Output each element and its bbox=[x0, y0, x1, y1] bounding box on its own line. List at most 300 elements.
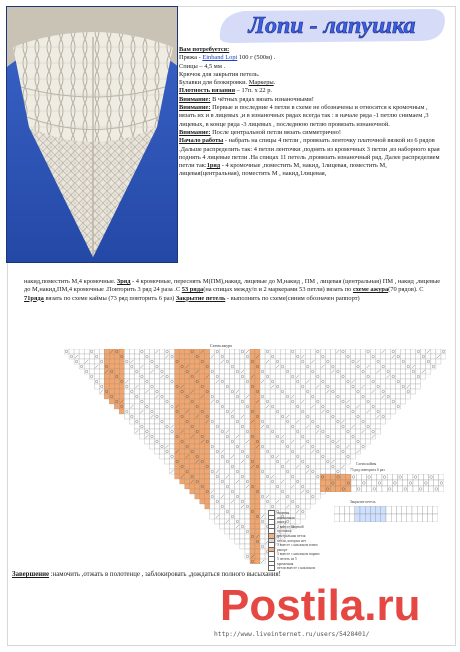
chart-cell bbox=[290, 464, 295, 469]
chart-cell bbox=[190, 354, 195, 359]
chart-cell bbox=[190, 404, 195, 409]
chart-cell bbox=[220, 384, 225, 389]
chart-cell bbox=[305, 349, 310, 354]
chart-cell bbox=[310, 379, 315, 384]
chart-cell bbox=[154, 444, 159, 449]
chart-cell bbox=[260, 369, 265, 374]
closing-cell bbox=[433, 506, 438, 514]
chart-cell bbox=[154, 389, 159, 394]
edge-cell bbox=[367, 486, 372, 492]
chart-cell bbox=[200, 389, 205, 394]
chart-cell bbox=[190, 414, 195, 419]
chart-cell bbox=[190, 359, 195, 364]
chart-cell bbox=[280, 499, 285, 504]
chart-cell bbox=[295, 349, 300, 354]
source-url[interactable]: http://www.liveinternet.ru/users/5428401/ bbox=[214, 631, 370, 638]
attention-text-2: Первые и последние 4 петли в схеме не обозначены и относятся к кромочным , вязать их и в лицевых ,и в изнаночных рядах всегда так : в начале ряда -1 петлю снимаем ,3 лицевых, в конце ряда -3 лицевых , последнюю петлю провязать изнаночной. bbox=[179, 104, 429, 128]
chart-cell bbox=[165, 429, 170, 434]
chart-cell bbox=[255, 539, 260, 544]
chart-cell bbox=[285, 384, 290, 389]
edge-cell bbox=[398, 486, 403, 492]
chart-cell bbox=[315, 424, 320, 429]
chart-cell bbox=[361, 354, 366, 359]
chart-cell bbox=[300, 414, 305, 419]
chart-cell bbox=[265, 419, 270, 424]
chart-cell bbox=[154, 434, 159, 439]
chart-cell bbox=[371, 419, 376, 424]
chart-cell bbox=[411, 389, 416, 394]
chart-cell bbox=[134, 354, 139, 359]
chart-cell bbox=[265, 349, 270, 354]
chart-cell bbox=[300, 409, 305, 414]
chart-cell bbox=[104, 394, 109, 399]
chart-cell bbox=[436, 349, 441, 354]
chart-cell bbox=[315, 389, 320, 394]
closing-cell bbox=[402, 506, 407, 514]
chart-cell bbox=[154, 409, 159, 414]
chart-cell bbox=[345, 389, 350, 394]
chart-cell bbox=[109, 389, 114, 394]
chart-cell bbox=[215, 434, 220, 439]
chart-cell bbox=[275, 409, 280, 414]
chart-cell bbox=[290, 434, 295, 439]
chart-cell bbox=[215, 409, 220, 414]
chart-cell bbox=[180, 454, 185, 459]
chart-cell bbox=[250, 504, 255, 509]
chart-cell bbox=[245, 534, 250, 539]
chart-cell bbox=[325, 434, 330, 439]
chart-cell bbox=[285, 454, 290, 459]
chart-cell bbox=[320, 374, 325, 379]
chart-cell bbox=[315, 419, 320, 424]
chart-cell bbox=[240, 374, 245, 379]
chart-cell bbox=[245, 499, 250, 504]
chart-cell bbox=[361, 359, 366, 364]
chart-cell bbox=[235, 439, 240, 444]
chart-cell bbox=[235, 449, 240, 454]
chart-cell bbox=[411, 374, 416, 379]
chart-cell bbox=[356, 434, 361, 439]
chart-cell bbox=[320, 444, 325, 449]
chart-cell bbox=[340, 454, 345, 459]
chart-cell bbox=[310, 434, 315, 439]
chart-cell bbox=[300, 374, 305, 379]
chart-cell bbox=[265, 394, 270, 399]
edge-cell bbox=[372, 480, 377, 486]
edge-cell bbox=[392, 474, 397, 480]
chart-cell bbox=[340, 364, 345, 369]
chart-cell bbox=[250, 474, 255, 479]
scheme-text: (70 рядов). С bbox=[388, 286, 424, 294]
needles-line: Спицы – 4,5 мм . bbox=[179, 62, 226, 70]
chart-cell bbox=[295, 499, 300, 504]
chart-cell bbox=[109, 384, 114, 389]
chart-cell bbox=[396, 399, 401, 404]
chart-cell bbox=[300, 404, 305, 409]
chart-cell bbox=[300, 459, 305, 464]
chart-cell bbox=[356, 349, 361, 354]
chart-cell bbox=[305, 359, 310, 364]
chart-cell bbox=[250, 514, 255, 519]
yarn-amount: 100 г (500м) . bbox=[237, 54, 276, 62]
chart-cell bbox=[361, 394, 366, 399]
chart-cell bbox=[210, 449, 215, 454]
chart-cell bbox=[310, 369, 315, 374]
chart-cell bbox=[391, 379, 396, 384]
chart-cell bbox=[320, 434, 325, 439]
chart-cell bbox=[175, 444, 180, 449]
chart-cell bbox=[190, 369, 195, 374]
edge-chart bbox=[320, 474, 444, 492]
chart-cell bbox=[154, 404, 159, 409]
chart-cell bbox=[305, 384, 310, 389]
chart-cell bbox=[295, 429, 300, 434]
chart-cell bbox=[255, 434, 260, 439]
chart-cell bbox=[235, 404, 240, 409]
chart-cell bbox=[175, 354, 180, 359]
chart-cell bbox=[441, 354, 446, 359]
chart-cell bbox=[330, 364, 335, 369]
chart-cell bbox=[305, 439, 310, 444]
chart-cell bbox=[210, 514, 215, 519]
chart-cell bbox=[144, 429, 149, 434]
chart-cell bbox=[205, 494, 210, 499]
chart-cell bbox=[129, 409, 134, 414]
chart-cell bbox=[225, 464, 230, 469]
chart-cell bbox=[320, 394, 325, 399]
chart-cell bbox=[240, 354, 245, 359]
chart-cell bbox=[356, 389, 361, 394]
chart-cell bbox=[280, 464, 285, 469]
chart-cell bbox=[175, 459, 180, 464]
chart-cell bbox=[225, 374, 230, 379]
chart-cell bbox=[290, 469, 295, 474]
chart-cell bbox=[205, 474, 210, 479]
chart-cell bbox=[270, 374, 275, 379]
edge-cell bbox=[351, 480, 356, 486]
chart-cell bbox=[109, 399, 114, 404]
chart-cell bbox=[104, 384, 109, 389]
chart-cell bbox=[295, 494, 300, 499]
chart-cell bbox=[175, 399, 180, 404]
chart-cell bbox=[335, 384, 340, 389]
chart-cell bbox=[225, 389, 230, 394]
chart-cell bbox=[290, 374, 295, 379]
closing-cell bbox=[355, 514, 360, 522]
chart-cell bbox=[305, 414, 310, 419]
chart-cell bbox=[295, 459, 300, 464]
chart-cell bbox=[300, 394, 305, 399]
chart-cell bbox=[310, 469, 315, 474]
chart-cell bbox=[205, 479, 210, 484]
chart-cell bbox=[345, 359, 350, 364]
chart-cell bbox=[345, 374, 350, 379]
chart-cell bbox=[275, 379, 280, 384]
chart-cell bbox=[210, 364, 215, 369]
edge-cell bbox=[382, 474, 387, 480]
chart-cell bbox=[154, 359, 159, 364]
chart-cell bbox=[230, 394, 235, 399]
chart-cell bbox=[361, 374, 366, 379]
chart-cell bbox=[195, 434, 200, 439]
chart-cell bbox=[260, 534, 265, 539]
chart-cell bbox=[285, 464, 290, 469]
chart-cell bbox=[215, 439, 220, 444]
chart-cell bbox=[149, 354, 154, 359]
chart-cell bbox=[255, 349, 260, 354]
chart-cell bbox=[255, 359, 260, 364]
edge-cell bbox=[367, 480, 372, 486]
chart-cell bbox=[205, 404, 210, 409]
chart-cell bbox=[290, 399, 295, 404]
chart-cell bbox=[431, 364, 436, 369]
chart-cell bbox=[180, 419, 185, 424]
chart-cell bbox=[225, 379, 230, 384]
chart-cell bbox=[160, 354, 165, 359]
chart-cell bbox=[295, 484, 300, 489]
chart-cell bbox=[351, 404, 356, 409]
chart-cell bbox=[325, 464, 330, 469]
chart-cell bbox=[230, 504, 235, 509]
chart-cell bbox=[315, 454, 320, 459]
chart-cell bbox=[240, 384, 245, 389]
chart-cell bbox=[195, 379, 200, 384]
chart-cell bbox=[255, 474, 260, 479]
chart-cell bbox=[175, 474, 180, 479]
chart-cell bbox=[99, 349, 104, 354]
chart-cell bbox=[290, 474, 295, 479]
chart-cell bbox=[260, 384, 265, 389]
chart-cell bbox=[406, 369, 411, 374]
chart-cell bbox=[300, 514, 305, 519]
chart-cell bbox=[255, 394, 260, 399]
chart-cell bbox=[245, 464, 250, 469]
chart-cell bbox=[260, 389, 265, 394]
edge-cell bbox=[403, 486, 408, 492]
chart-cell bbox=[310, 424, 315, 429]
chart-cell bbox=[225, 439, 230, 444]
chart-cell bbox=[160, 359, 165, 364]
chart-cell bbox=[431, 354, 436, 359]
chart-cell bbox=[160, 399, 165, 404]
chart-cell bbox=[205, 384, 210, 389]
chart-cell bbox=[260, 499, 265, 504]
chart-cell bbox=[391, 409, 396, 414]
edge-cell bbox=[434, 486, 439, 492]
chart-cell bbox=[134, 379, 139, 384]
chart-cell bbox=[325, 364, 330, 369]
closing-cell bbox=[433, 514, 438, 522]
chart-cell bbox=[265, 434, 270, 439]
chart-cell bbox=[175, 439, 180, 444]
chart-cell bbox=[376, 424, 381, 429]
chart-cell bbox=[165, 349, 170, 354]
chart-cell bbox=[94, 349, 99, 354]
chart-cell bbox=[285, 369, 290, 374]
chart-cell bbox=[195, 494, 200, 499]
chart-cell bbox=[270, 394, 275, 399]
chart-cell bbox=[265, 369, 270, 374]
chart-cell bbox=[270, 349, 275, 354]
chart-cell bbox=[305, 419, 310, 424]
chart-cell bbox=[376, 349, 381, 354]
chart-cell bbox=[285, 479, 290, 484]
chart-cell bbox=[235, 349, 240, 354]
chart-cell bbox=[275, 374, 280, 379]
chart-cell bbox=[200, 474, 205, 479]
chart-cell bbox=[220, 514, 225, 519]
chart-cell bbox=[245, 429, 250, 434]
chart-cell bbox=[275, 439, 280, 444]
chart-cell bbox=[366, 399, 371, 404]
chart-cell bbox=[265, 499, 270, 504]
chart-cell bbox=[285, 354, 290, 359]
chart-cell bbox=[84, 354, 89, 359]
chart-cell bbox=[220, 509, 225, 514]
chart-cell bbox=[250, 544, 255, 549]
chart-cell bbox=[260, 479, 265, 484]
chart-cell bbox=[104, 359, 109, 364]
chart-cell bbox=[295, 359, 300, 364]
chart-cell bbox=[270, 424, 275, 429]
chart-cell bbox=[205, 449, 210, 454]
chart-cell bbox=[124, 349, 129, 354]
chart-cell bbox=[205, 354, 210, 359]
chart-cell bbox=[351, 414, 356, 419]
chart-cell bbox=[310, 464, 315, 469]
chart-cell bbox=[335, 434, 340, 439]
closing-cell bbox=[365, 514, 370, 522]
chart-cell bbox=[356, 424, 361, 429]
chart-cell bbox=[325, 409, 330, 414]
chart-cell bbox=[195, 364, 200, 369]
chart-cell bbox=[165, 459, 170, 464]
chart-cell bbox=[240, 429, 245, 434]
chart-cell bbox=[220, 374, 225, 379]
instructions-continued bbox=[24, 278, 442, 303]
chart-cell bbox=[361, 404, 366, 409]
chart-cell bbox=[330, 359, 335, 364]
chart-cell bbox=[104, 389, 109, 394]
chart-cell bbox=[280, 389, 285, 394]
chart-cell bbox=[285, 424, 290, 429]
chart-cell bbox=[295, 474, 300, 479]
chart-cell bbox=[366, 374, 371, 379]
closing-cell bbox=[391, 506, 396, 514]
chart-cell bbox=[345, 394, 350, 399]
chart-cell bbox=[205, 504, 210, 509]
chart-cell bbox=[185, 434, 190, 439]
instructions-text bbox=[179, 46, 444, 179]
chart-cell bbox=[89, 359, 94, 364]
chart-cell bbox=[160, 364, 165, 369]
chart-cell bbox=[215, 419, 220, 424]
chart-cell bbox=[335, 379, 340, 384]
chart-cell bbox=[371, 404, 376, 409]
chart-cell bbox=[139, 424, 144, 429]
attention-label-3: Внимание: bbox=[179, 128, 211, 136]
title-text: Лопи - лапушка bbox=[248, 13, 416, 39]
chart-cell bbox=[285, 449, 290, 454]
chart-cell bbox=[250, 489, 255, 494]
chart-cell bbox=[340, 444, 345, 449]
chart-cell bbox=[149, 359, 154, 364]
yarn-link[interactable]: Einband Lopi bbox=[202, 54, 238, 62]
chart-cell bbox=[225, 494, 230, 499]
edge-cell bbox=[320, 474, 325, 480]
chart-cell bbox=[245, 374, 250, 379]
chart-cell bbox=[335, 449, 340, 454]
chart-cell bbox=[210, 474, 215, 479]
chart-cell bbox=[144, 364, 149, 369]
chart-cell bbox=[290, 449, 295, 454]
chart-cell bbox=[300, 349, 305, 354]
chart-cell bbox=[280, 414, 285, 419]
chart-cell bbox=[295, 454, 300, 459]
chart-cell bbox=[340, 404, 345, 409]
chart-cell bbox=[225, 384, 230, 389]
chart-cell bbox=[235, 359, 240, 364]
chart-cell bbox=[351, 454, 356, 459]
chart-cell bbox=[180, 399, 185, 404]
chart-cell bbox=[175, 414, 180, 419]
row53-text: (на спицах между/п и 2 маркерами 53 петли) вязать по bbox=[203, 286, 353, 294]
chart-cell bbox=[396, 369, 401, 374]
chart-cell bbox=[305, 434, 310, 439]
chart-cell bbox=[270, 419, 275, 424]
chart-cell bbox=[170, 439, 175, 444]
chart-cell bbox=[235, 429, 240, 434]
chart-cell bbox=[295, 409, 300, 414]
chart-cell bbox=[265, 384, 270, 389]
chart-cell bbox=[376, 359, 381, 364]
chart-cell bbox=[114, 359, 119, 364]
chart-cell bbox=[275, 444, 280, 449]
chart-cell bbox=[265, 444, 270, 449]
chart-cell bbox=[371, 414, 376, 419]
markers-link[interactable]: Маркеры bbox=[248, 79, 274, 87]
chart-cell bbox=[210, 384, 215, 389]
chart-cell bbox=[270, 409, 275, 414]
chart-cell bbox=[240, 454, 245, 459]
chart-cell bbox=[149, 374, 154, 379]
chart-cell bbox=[280, 399, 285, 404]
chart-cell bbox=[305, 459, 310, 464]
chart-cell bbox=[195, 389, 200, 394]
chart-cell bbox=[170, 449, 175, 454]
chart-cell bbox=[134, 404, 139, 409]
chart-cell bbox=[426, 369, 431, 374]
chart-cell bbox=[330, 409, 335, 414]
chart-cell bbox=[250, 509, 255, 514]
chart-cell bbox=[260, 439, 265, 444]
chart-cell bbox=[240, 489, 245, 494]
chart-cell bbox=[245, 489, 250, 494]
chart-cell bbox=[401, 384, 406, 389]
chart-cell bbox=[175, 369, 180, 374]
chart-cell bbox=[371, 424, 376, 429]
chart-cell bbox=[220, 354, 225, 359]
chart-cell bbox=[205, 399, 210, 404]
chart-cell bbox=[230, 474, 235, 479]
chart-cell bbox=[255, 504, 260, 509]
watermark-text: Postila.ru bbox=[220, 581, 421, 630]
chart-cell bbox=[215, 444, 220, 449]
chart-cell bbox=[205, 439, 210, 444]
chart-cell bbox=[305, 389, 310, 394]
chart-cell bbox=[260, 409, 265, 414]
chart-cell bbox=[330, 429, 335, 434]
